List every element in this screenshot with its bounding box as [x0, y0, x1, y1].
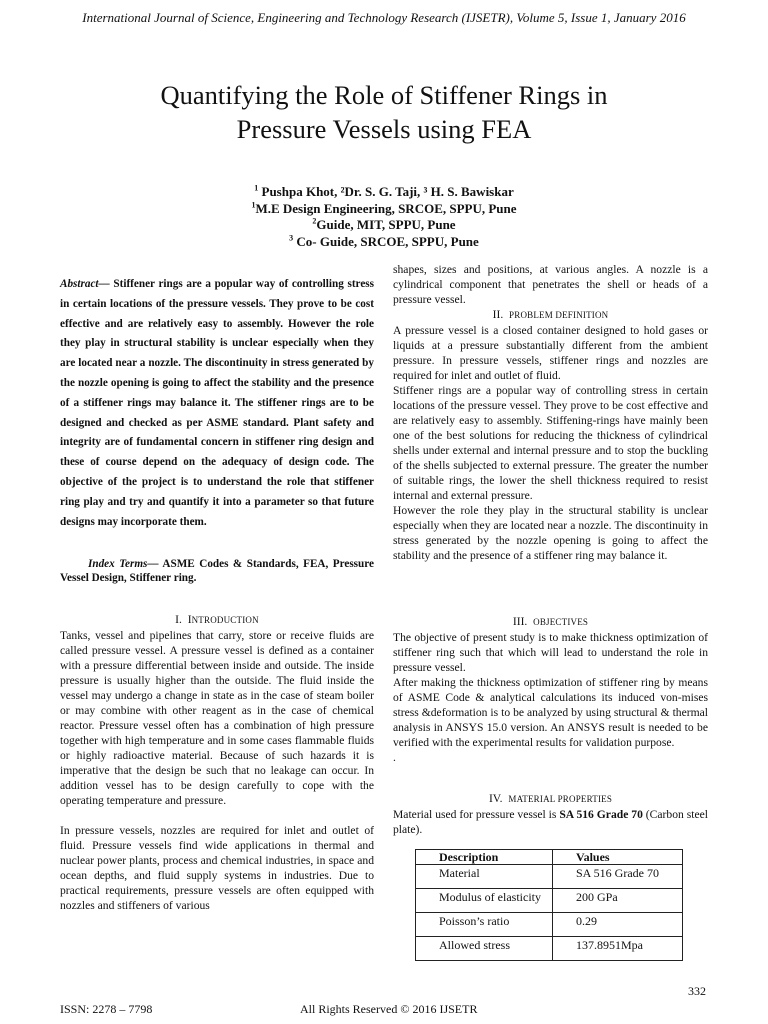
table-cell: Allowed stress — [416, 937, 553, 961]
index-terms-lead: Index Terms— — [88, 558, 159, 570]
intro-paragraph-2: In pressure vessels, nozzles are required for inlet and outlet of fluid. Pressure vessels find wide applications in thermal and nuclear power plants, process and chemical industries, in space and ocean depths, and fluid supply systems in industries. Due to practical requirements, pressure vessels are often equipped with nozzles and stiffeners of various — [60, 824, 374, 912]
authors-line: $^1$ Pushpa Khot, ²Dr. S. G. Taji, ³ H. S. Bawiskar — [254, 183, 514, 199]
page-number: 332 — [688, 984, 706, 998]
material-properties-table — [415, 849, 683, 961]
abstract — [60, 275, 374, 532]
title-line-1: Quantifying the Role of Stiffener Rings in — [160, 80, 608, 110]
table-cell: Modulus of elasticity — [416, 889, 553, 913]
problem-paragraph-3: However the role they play in the structural stability is unclear especially when they are located near a nozzle. The discontinuity in stress generated by the nozzle opening is going to affect the stability and the presence of a stiffener ring may balance it. — [393, 504, 708, 562]
material-paragraph: Material used for pressure vessel is SA 516 Grade 70 (Carbon steel plate). — [393, 808, 708, 836]
table-cell: SA 516 Grade 70 — [553, 865, 683, 889]
introduction-section — [60, 612, 374, 913]
objectives-paragraph-2: After making the thickness optimization of stiffener ring by means of ASME Code & analytical calculations its induced von-mises stress &deformation is to be analyzed by using structural & thermal analysis in ANSYS 15.0 version. An ANSYS result is needed to be verified with the experimental results for validation purpose. — [393, 676, 708, 749]
affiliation-3: $^3$ Co- Guide, SRCOE, SPPU, Pune — [289, 233, 479, 249]
index-terms — [60, 557, 374, 585]
table-row — [416, 865, 683, 889]
right-column-top — [393, 262, 708, 563]
nozzle-paragraph: shapes, sizes and positions, at various angles. A nozzle is a cylindrical component that penetrates the shell or heads of a pressure vessel. — [393, 263, 708, 306]
affiliation-2: $^2$Guide, MIT, SPPU, Pune — [312, 216, 456, 232]
table-header-values: Values — [553, 850, 683, 865]
table-row — [416, 937, 683, 961]
objectives-dot: . — [393, 751, 396, 764]
footer-rights: All Rights Reserved © 2016 IJSETR — [300, 1002, 478, 1016]
table-header-row — [416, 850, 683, 865]
table-cell: Material — [416, 865, 553, 889]
objectives-paragraph-1: The objective of present study is to make thickness optimization of stiffener ring such that which will lead to understand the role in pressure vessel. — [393, 631, 708, 674]
objectives-heading: III. OBJECTIVES — [512, 615, 589, 628]
paper-title — [60, 78, 708, 146]
journal-header: International Journal of Science, Engineering and Technology Research (IJSETR), Volume 5, Issue 1, January 2016 — [82, 10, 686, 25]
problem-heading: II. PROBLEM DEFINITION — [492, 308, 609, 321]
intro-heading: I. INTRODUCTION — [175, 613, 259, 626]
intro-paragraph-1: Tanks, vessel and pipelines that carry, store or receive fluids are called pressure vessel. A pressure vessel is defined as a container with a pressure differential between inside and outside. The inside pressure is usually higher than the outside. The fluid inside the vessel may undergo a change in state as in the case of steam boiler or may combine with other reagent as in the case of chemical reactor. Pressure vessel often has a combination of high pressure together with high temperature and in some cases flammable fluids or highly radioactive material. Because of such hazards it is imperative that the design be such that no leakage can occur. In addition vessel has to be design carefully to cope with the operating temperature and pressure. — [60, 629, 374, 807]
affiliation-1: $^1$M.E Design Engineering, SRCOE, SPPU, Pune — [251, 200, 517, 216]
abstract-text: Stiffener rings are a popular way of controlling stress in certain locations of the pressure vessels. They prove to be cost effective and are relatively easy to assembly. However the role they play in structural stability is unclear especially when they are located near a nozzle. The discontinuity in stress generated by the nozzle opening is going to affect the stability and the presence of a stiffener rings may balance it. The stiffener rings are to be designed and checked as per ASME standard. Plant safety and integrity are of fundamental concern in stiffener ring design and these of course depend on the adequacy of design code. The objective of the project is to understand the role that stiffener ring play and try and quantify it into a parameter so that future designs may incorporate them. — [60, 278, 374, 528]
table-cell: 137.8951Mpa — [553, 937, 683, 961]
table-header-description: Description — [416, 850, 553, 865]
table-cell: 0.29 — [553, 913, 683, 937]
material-section — [393, 791, 708, 837]
table-cell: Poisson’s ratio — [416, 913, 553, 937]
problem-paragraph-1: A pressure vessel is a closed container designed to hold gases or liquids at a pressure substantially different from the ambient pressure. In pressure vessels, stiffener rings and nozzles are required for inlet and outlet of fluid. — [393, 324, 708, 382]
title-line-2: Pressure Vessels using FEA — [236, 114, 532, 144]
table-row — [416, 913, 683, 937]
index-terms-text: ASME Codes & Standards, FEA, Pressure Vessel Design, Stiffener ring. — [60, 558, 374, 584]
footer-issn: ISSN: 2278 – 7798 — [60, 1002, 153, 1016]
abstract-lead: Abstract— — [60, 278, 110, 290]
table-row — [416, 889, 683, 913]
table-cell: 200 GPa — [553, 889, 683, 913]
objectives-section — [393, 614, 708, 765]
material-heading: IV. MATERIAL PROPERTIES — [488, 792, 613, 805]
author-block — [150, 184, 618, 250]
problem-paragraph-2: Stiffener rings are a popular way of controlling stress in certain locations of the pressure vessel. They prove to be cost effective and are relatively easy to assembly. Stiffening-rings have mainly been one of the best solutions for reducing the thickness of cylindrical shells under external and internal pressure and to stop the buckling of the shells subjected to external pressure. The greater the number of suitable rings, the lower the shell thickness required to resist internal and external pressure. — [393, 384, 708, 502]
